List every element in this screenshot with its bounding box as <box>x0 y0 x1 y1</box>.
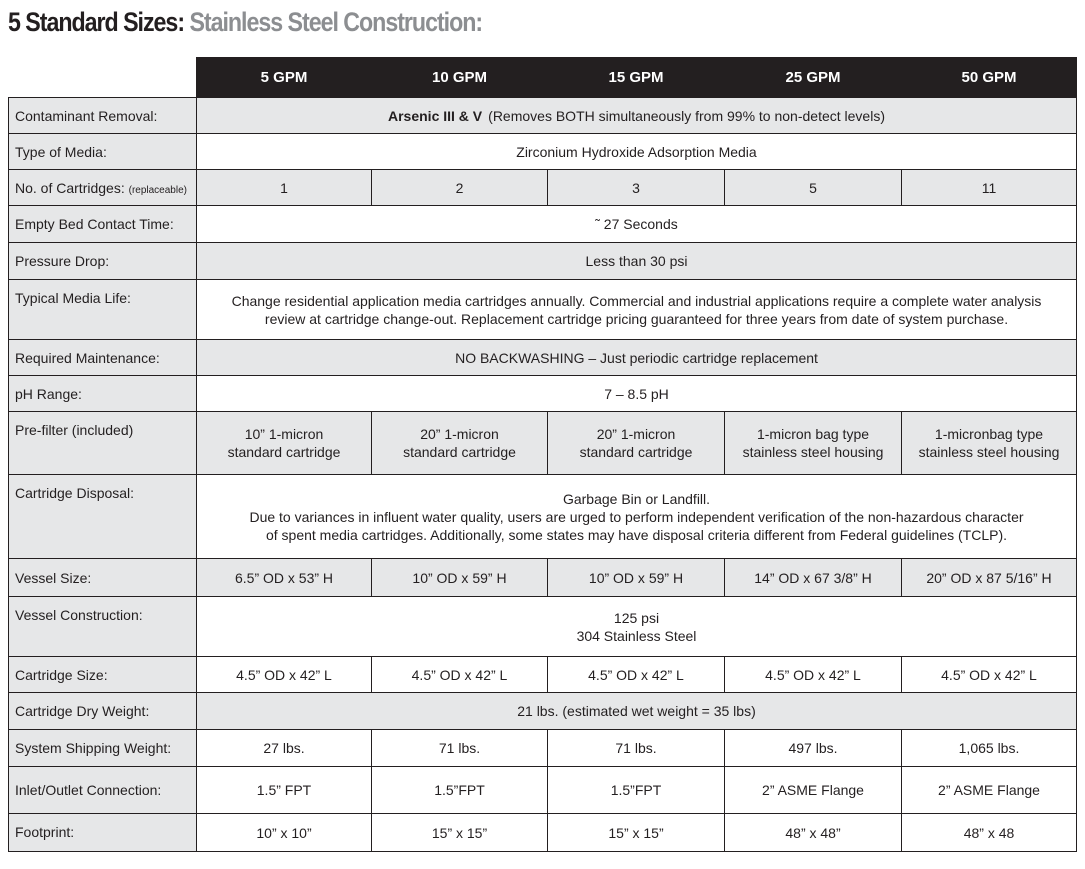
cell-value: 11 <box>902 170 1077 206</box>
row-value: NO BACKWASHING – Just periodic cartridge replacement <box>197 340 1077 376</box>
value-line: 1-micron bag type <box>756 426 870 442</box>
cell-value <box>548 412 725 475</box>
row-value <box>197 98 1077 134</box>
cell-value <box>902 412 1077 475</box>
row-label: Type of Media: <box>9 134 197 170</box>
row-label: Cartridge Size: <box>9 657 197 693</box>
cell-value: 10” x 10” <box>197 814 372 852</box>
column-header: 10 GPM <box>372 58 548 98</box>
row-contaminant-removal <box>9 98 1077 134</box>
column-header: 15 GPM <box>548 58 725 98</box>
value-line: standard cartridge <box>579 444 693 460</box>
cell-value: 48” x 48” <box>725 814 902 852</box>
row-label: Vessel Construction: <box>9 597 197 657</box>
cell-value: 5 <box>725 170 902 206</box>
row-pre-filter <box>9 412 1077 475</box>
contaminant-name: Arsenic III & V <box>388 107 483 124</box>
spec-table <box>8 57 1077 852</box>
value-line: stainless steel housing <box>918 444 1060 460</box>
cell-value: 48” x 48 <box>902 814 1077 852</box>
value-line: 20” 1-micron <box>596 426 676 442</box>
row-no-of-cartridges <box>9 170 1077 206</box>
cell-value: 20” OD x 87 5/16” H <box>902 559 1077 597</box>
value-line: 20” 1-micron <box>420 426 499 442</box>
row-label: Contaminant Removal: <box>9 98 197 134</box>
title-part-sizes: 5 Standard Sizes: <box>8 7 185 37</box>
cell-value: 2” ASME Flange <box>725 767 902 814</box>
row-value: 21 lbs. (estimated wet weight = 35 lbs) <box>197 693 1077 730</box>
cell-value: 15” x 15” <box>372 814 548 852</box>
cell-value: 6.5” OD x 53” H <box>197 559 372 597</box>
row-cartridge-disposal <box>9 475 1077 559</box>
row-label: Cartridge Disposal: <box>9 475 197 559</box>
cell-value: 10” OD x 59” H <box>372 559 548 597</box>
contaminant-detail: (Removes BOTH simultaneously from 99% to non-detect levels) <box>488 107 885 124</box>
row-label: Cartridge Dry Weight: <box>9 693 197 730</box>
column-header: 5 GPM <box>197 58 372 98</box>
cell-value: 2” ASME Flange <box>902 767 1077 814</box>
title-part-construction: Stainless Steel Construction: <box>189 7 483 37</box>
row-typical-media-life <box>9 280 1077 340</box>
cell-value: 1.5”FPT <box>372 767 548 814</box>
column-header: 50 GPM <box>902 58 1077 98</box>
cell-value: 15” x 15” <box>548 814 725 852</box>
row-cartridge-dry-weight <box>9 693 1077 730</box>
row-label: Pre-filter (included) <box>9 412 197 475</box>
value-line: Change residential application media cartridges annually. Commercial and industrial applications require a complete water analysis <box>231 292 1042 309</box>
row-cartridge-size <box>9 657 1077 693</box>
page-title <box>8 2 482 42</box>
value-line: Garbage Bin or Landfill. <box>562 490 711 507</box>
value-line: 1-micronbag type <box>934 426 1044 442</box>
row-value: 7 – 8.5 pH <box>197 376 1077 412</box>
cell-value: 3 <box>548 170 725 206</box>
row-type-of-media <box>9 134 1077 170</box>
header-row <box>9 58 1077 98</box>
row-label: System Shipping Weight: <box>9 730 197 767</box>
cell-value: 1 <box>197 170 372 206</box>
row-system-shipping-weight <box>9 730 1077 767</box>
cell-value: 4.5” OD x 42” L <box>548 657 725 693</box>
row-label: Vessel Size: <box>9 559 197 597</box>
cell-value: 497 lbs. <box>725 730 902 767</box>
cell-value: 1.5”FPT <box>548 767 725 814</box>
row-value <box>197 475 1077 559</box>
value-line: of spent media cartridges. Additionally, some states may have disposal criteria different from Federal guidelines (TCLP). <box>265 526 1008 543</box>
row-label: pH Range: <box>9 376 197 412</box>
label-text: No. of Cartridges: <box>15 179 125 196</box>
cell-value: 71 lbs. <box>548 730 725 767</box>
row-label: Footprint: <box>9 814 197 852</box>
value-line: Due to variances in influent water quality, users are urged to perform independent verification of the non-hazardous character <box>249 508 1024 525</box>
cell-value: 1,065 lbs. <box>902 730 1077 767</box>
row-required-maintenance <box>9 340 1077 376</box>
row-label: Inlet/Outlet Connection: <box>9 767 197 814</box>
row-empty-bed-contact-time <box>9 206 1077 243</box>
header-corner <box>9 58 197 98</box>
row-label: Pressure Drop: <box>9 243 197 280</box>
cell-value: 14” OD x 67 3/8” H <box>725 559 902 597</box>
cell-value <box>372 412 548 475</box>
row-value: Zirconium Hydroxide Adsorption Media <box>197 134 1077 170</box>
column-header: 25 GPM <box>725 58 902 98</box>
row-inlet-outlet-connection <box>9 767 1077 814</box>
cell-value: 4.5” OD x 42” L <box>197 657 372 693</box>
row-label <box>9 170 197 206</box>
value-line: stainless steel housing <box>742 444 884 460</box>
row-label: Empty Bed Contact Time: <box>9 206 197 243</box>
row-footprint <box>9 814 1077 852</box>
cell-value: 4.5” OD x 42” L <box>902 657 1077 693</box>
cell-value <box>725 412 902 475</box>
cell-value: 27 lbs. <box>197 730 372 767</box>
row-ph-range <box>9 376 1077 412</box>
row-vessel-construction <box>9 597 1077 657</box>
row-pressure-drop <box>9 243 1077 280</box>
cell-value: 10” OD x 59” H <box>548 559 725 597</box>
row-value: Less than 30 psi <box>197 243 1077 280</box>
cell-value <box>197 412 372 475</box>
value-line: 304 Stainless Steel <box>576 627 697 644</box>
cell-value: 4.5” OD x 42” L <box>725 657 902 693</box>
row-label: Typical Media Life: <box>9 280 197 340</box>
row-value: ˜ 27 Seconds <box>197 206 1077 243</box>
row-label: Required Maintenance: <box>9 340 197 376</box>
row-value <box>197 280 1077 340</box>
cell-value: 1.5” FPT <box>197 767 372 814</box>
value-line: 10” 1-micron <box>244 426 324 442</box>
value-line: review at cartridge change-out. Replacement cartridge pricing guaranteed for three years from date of system purchase. <box>264 310 1009 327</box>
cell-value: 71 lbs. <box>372 730 548 767</box>
row-vessel-size <box>9 559 1077 597</box>
row-value <box>197 597 1077 657</box>
cell-value: 4.5” OD x 42” L <box>372 657 548 693</box>
label-note: (replaceable) <box>128 184 187 196</box>
value-line: standard cartridge <box>403 444 516 460</box>
value-line: standard cartridge <box>227 444 341 460</box>
value-line: 125 psi <box>613 609 660 626</box>
cell-value: 2 <box>372 170 548 206</box>
